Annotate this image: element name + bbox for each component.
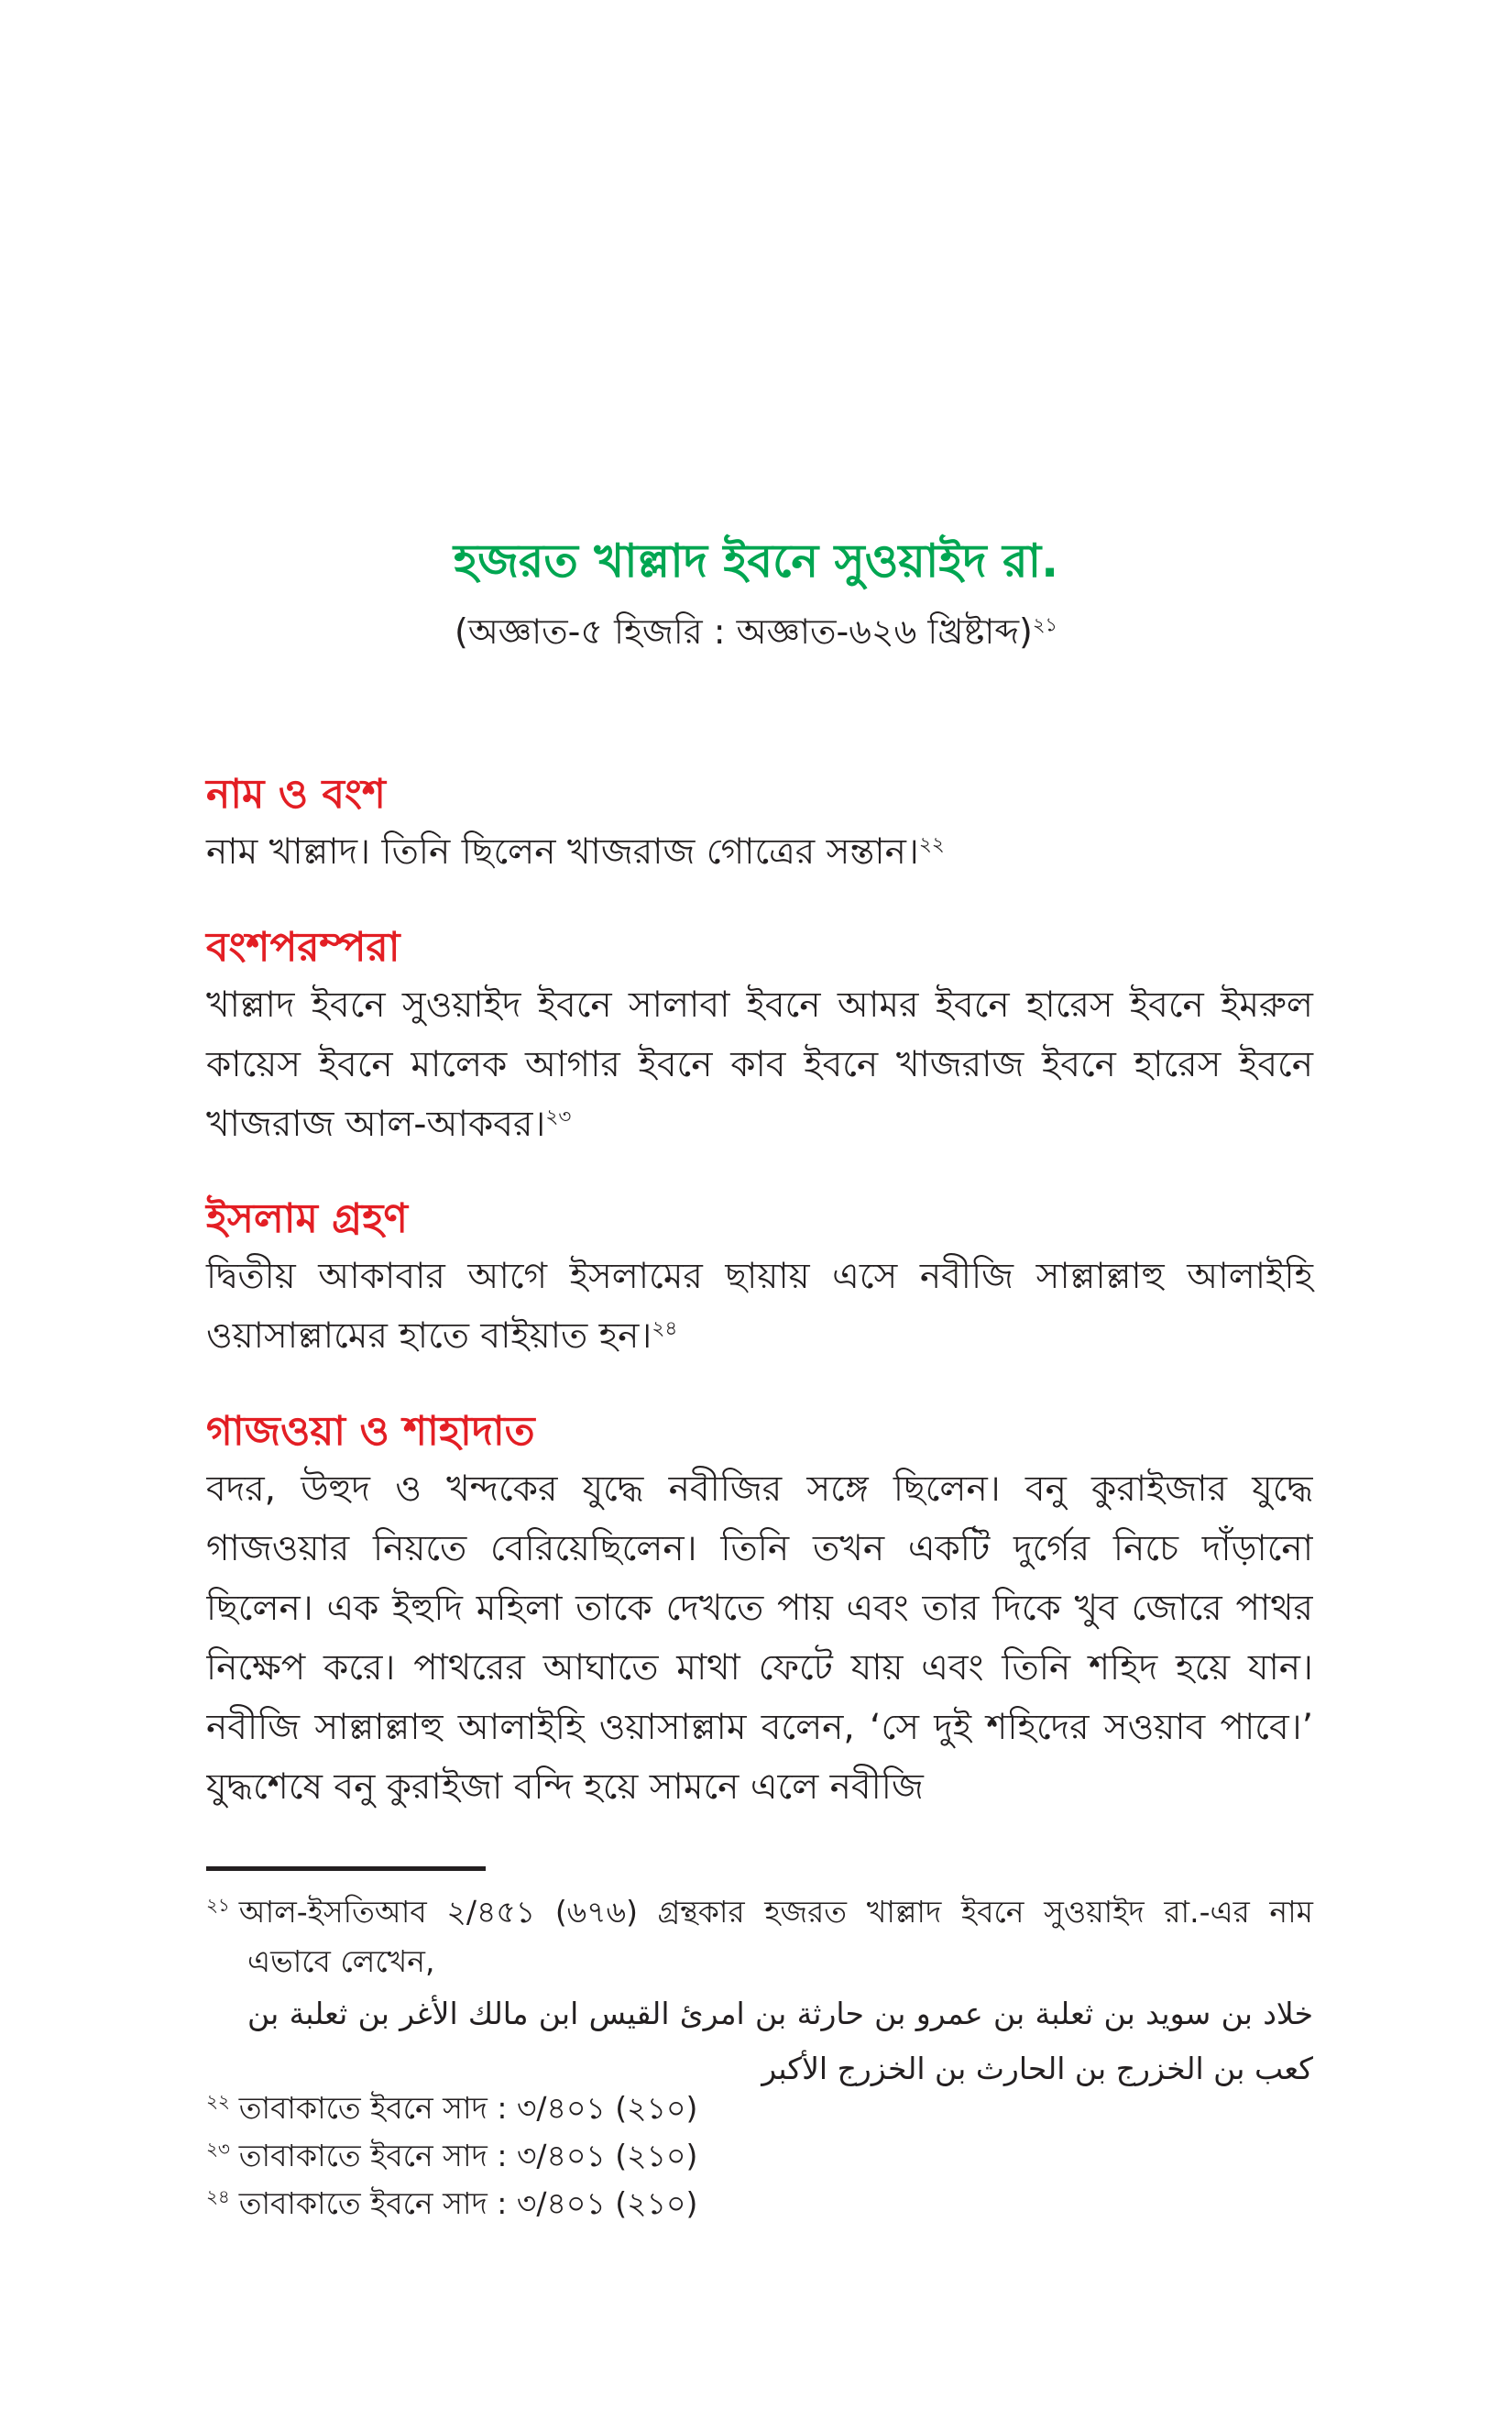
body-text: নাম খাল্লাদ। তিনি ছিলেন খাজরাজ গোত্রের সন্তান।	[206, 831, 919, 873]
footnote-number: ২২	[206, 2091, 230, 2112]
footnote	[206, 2172, 1313, 2228]
section-body	[206, 822, 1313, 882]
section-heading: বংশপরম্পরা	[206, 924, 400, 971]
footnote-number: ২৪	[206, 2186, 230, 2207]
footnote-ref: ২১	[1032, 613, 1057, 636]
page-subtitle	[0, 605, 1512, 664]
section-body	[206, 975, 1313, 1154]
footnote-text: আল-ইসতিআব ২/৪৫১ (৬৭৬) গ্রন্থকার হজরত খাল্লাদ ইবনে সুওয়াইদ রা.-এর নাম এভাবে লেখেন,	[238, 1894, 1313, 1979]
section-body	[206, 1247, 1313, 1366]
body-text: খাল্লাদ ইবনে সুওয়াইদ ইবনে সালাবা ইবনে আমর ইবনে হারেস ইবনে ইমরুল কায়েস ইবনে মালেক আগার ইবনে কাব ইবনে খাজরাজ ইবনে হারেস ইবনে খাজরাজ আল-আকবর।	[206, 984, 1313, 1145]
section-body	[206, 1459, 1313, 1817]
body-text: দ্বিতীয় আকাবার আগে ইসলামের ছায়ায় এসে নবীজি সাল্লাল্লাহু আলাইহি ওয়াসাল্লামের হাতে বাইয়াত হন।	[206, 1256, 1313, 1357]
section-heading: ইসলাম গ্রহণ	[206, 1195, 408, 1242]
body-text: বদর, উহুদ ও খন্দকের যুদ্ধে নবীজির সঙ্গে ছিলেন। বনু কুরাইজার যুদ্ধে গাজওয়ার নিয়তে বেরিয়েছিলেন। তিনি তখন একটি দুর্গের নিচে দাঁড়ানো ছিলেন। এক ইহুদি মহিলা তাকে দেখতে পায় এবং তার দিকে খুব জোরে পাথর নিক্ষেপ করে। পাথরের আঘাতে মাথা ফেটে যায় এবং তিনি শহিদ হয়ে যান। নবীজি সাল্লাল্লাহু আলাইহি ওয়াসাল্লাম বলেন, ‘সে দুই শহিদের সওয়াব পাবে।’ যুদ্ধশেষে বনু কুরাইজা বন্দি হয়ে সামনে এলে নবীজি	[206, 1468, 1313, 1808]
footnote-number: ২৩	[206, 2139, 230, 2160]
footnote-text: তাবাকাতে ইবনে সাদ : ৩/৪০১ (২১০)	[238, 2090, 698, 2126]
footnote-divider	[206, 1866, 486, 1871]
footnote-text: তাবাকাতে ইবনে সাদ : ৩/৪০১ (২১০)	[238, 2138, 698, 2173]
footnote-text: তাবাকাতে ইবনে সাদ : ৩/৪০১ (২১০)	[238, 2185, 698, 2221]
footnote-arabic: خلاد بن سويد بن ثعلبة بن عمرو بن حارثة بن امرئ القيس ابن مالك الأغر بن ثعلبة بن كعب بن الخزرج بن الحارث بن الخزرج الأكبر	[247, 1996, 1313, 2086]
footnote-ref: ২৪	[652, 1317, 678, 1340]
page-title: হজরত খাল্লাদ ইবনে সুওয়াইদ রা.	[453, 534, 1059, 588]
subtitle-text: (অজ্ঞাত-৫ হিজরি : অজ্ঞাত-৬২৬ খ্রিষ্টাব্দ)	[455, 611, 1033, 652]
footnote-ref: ২২	[918, 833, 945, 856]
footnote-ref: ২৩	[545, 1106, 572, 1128]
footnote-number: ২১	[206, 1895, 230, 1916]
section-heading: গাজওয়া ও শাহাদাত	[206, 1408, 535, 1455]
section-heading: নাম ও বংশ	[206, 771, 386, 818]
footnote	[206, 1881, 1313, 2096]
